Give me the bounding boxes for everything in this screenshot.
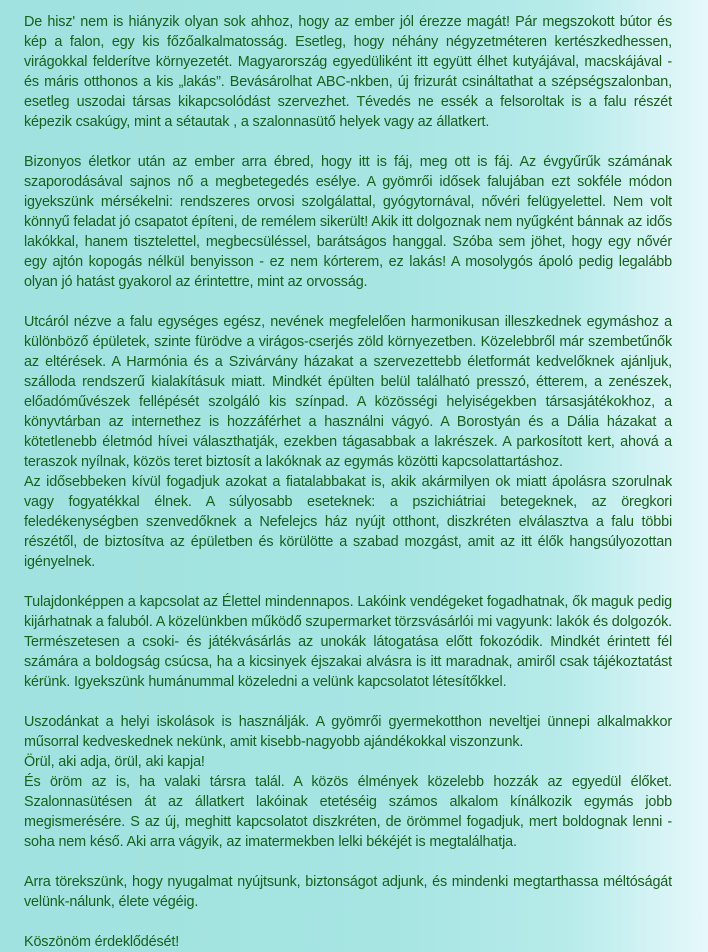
- paragraph-care-needs: Az idősebbeken kívül fogadjuk azokat a fiatalabbakat is, akik akármilyen ok miatt ápolásra szorulnak vagy fogyatékkal élnek. A súlyosabb eseteknek: a pszichiátriai betegeknek, az öregkori feledékenységben szenvedőknek a Nefelejcs ház nyújt otthont, diszkréten elválasztva a falu többi részétől, de biztosítva az épületben és körülötte a szabad mozgást, amit az itt élők hangsúlyozottan igényelnek.: [24, 474, 672, 570]
- paragraph-group-buildings: [24, 312, 672, 572]
- closing-thanks: Köszönöm érdeklődését!: [24, 934, 180, 950]
- article-body: [24, 12, 672, 952]
- paragraph-health-care: Bizonyos életkor után az ember arra ébred, hogy itt is fáj, meg ott is fáj. Az évgyűrűk számának szaporodásával sajnos nő a megbetegedés esélye. A gyömrői idősek falujában ezt sokféle módon igyekszünk mérsékelni: rendszeres orvosi szolgálattal, gyógytornával, nővéri felügyelettel. Nem volt könnyű feladat jó csapatot építeni, de remélem sikerült! Akik itt dolgoznak nem nyűgként bánnak az idős lakókkal, hanem tisztelettel, megbecsüléssel, barátságos hanggal. Szóba sem jöhet, hogy egy nővér egy ajtón kopogás nélkül benyisson - ez nem kórterem, ez lakás! A mosolygós ápoló pedig legalább olyan jó hatást gyakorol az érintettre, mint az orvosság.: [24, 154, 672, 290]
- paragraph-pool-and-orphanage: Uszodánkat a helyi iskolások is használják. A gyömrői gyermekotthon neveltjei ünnepi alkalmakkor műsorral kedveskednek nekünk, amit kisebb-nagyobb ajándékokkal viszonzunk.: [24, 714, 672, 750]
- paragraph-dignity: Arra törekszünk, hogy nyugalmat nyújtsunk, biztonságot adjunk, és mindenki megtarthassa méltóságát velünk-nálunk, élete végéig.: [24, 874, 672, 910]
- paragraph-joy-line: Örül, aki adja, örül, aki kapja!: [24, 754, 205, 770]
- paragraph-companionship: És öröm az is, ha valaki társra talál. A közös élmények közelebb hozzák az egyedül élőket. Szalonnasütésen át az állatkert lakóinak etetéséig számos alkalom kínálkozik egymás jobb megismerésére. S az új, meghitt kapcsolatot diszkréten, de örömmel fogadjuk, mert boldognak lenni - soha nem késő. Aki arra vágyik, az imatermekben lelki békéjét is megtalálhatja.: [24, 774, 672, 850]
- paragraph-buildings: Utcáról nézve a falu egységes egész, nevének megfelelően harmonikusan illeszkednek egymáshoz a különböző épületek, szinte fürödve a virágos-cserjés zöld környezetben. Közelebbről már szembetűnők az eltérések. A Harmónia és a Szivárvány házakat a szervezettebb életformát kedvelőknek ajánljuk, szálloda rendszerű kialakításuk miatt. Mindkét épülten belül található presszó, étterem, a zenészek, előadóművészek fellépését szolgáló kis színpad. A közösségi helyiségekben társasjátékokhoz, a könyvtárban az internethez is hozzáférhet a használni vágyó. A Borostyán és a Dália házakat a kötetlenebb életmód hívei választhatják, ezekben tágasabbak a lakrészek. A parkosított kert, ahová a teraszok nyílnak, közös teret biztosít a lakóknak az egymás közötti kapcsolattartáshoz.: [24, 314, 672, 470]
- paragraph-home-comforts: De hisz' nem is hiányzik olyan sok ahhoz, hogy az ember jól érezze magát! Pár megszokott bútor és kép a falon, egy kis főzőalkalmatosság. Esetleg, hogy néhány négyzetméteren kertészkedhessen, virágokkal felderítve környezetét. Magyarország egyedüliként itt együtt élhet kutyájával, macskájával - és máris otthonos a kis „lakás”. Bevásárolhat ABC-nkben, új frizurát csináltathat a szépségszalonban, esetleg uszodai társas kikapcsolódást szervezhet. Tévedés ne essék a felsoroltak is a falu részét képezik csakúgy, mint a sétautak , a szalonnasütő helyek vagy az állatkert.: [24, 14, 672, 130]
- paragraph-connection-with-life: Tulajdonképpen a kapcsolat az Élettel mindennapos. Lakóink vendégeket fogadhatnak, ők maguk pedig kijárhatnak a faluból. A közelünkben működő szupermarket törzsvásárlói mi vagyunk: lakók és dolgozók. Természetesen a csoki- és játékvásárlás az unokák látogatása előtt fokozódik. Mindkét érintett fél számára a boldogság csúcsa, ha a kicsinyek éjszakai alvásra is itt maradnak, amiről csak tájékoztatást kérünk. Igyekszünk humánummal közeledni a velünk kapcsolatot létesítőkkel.: [24, 594, 672, 690]
- paragraph-group-community: [24, 712, 672, 852]
